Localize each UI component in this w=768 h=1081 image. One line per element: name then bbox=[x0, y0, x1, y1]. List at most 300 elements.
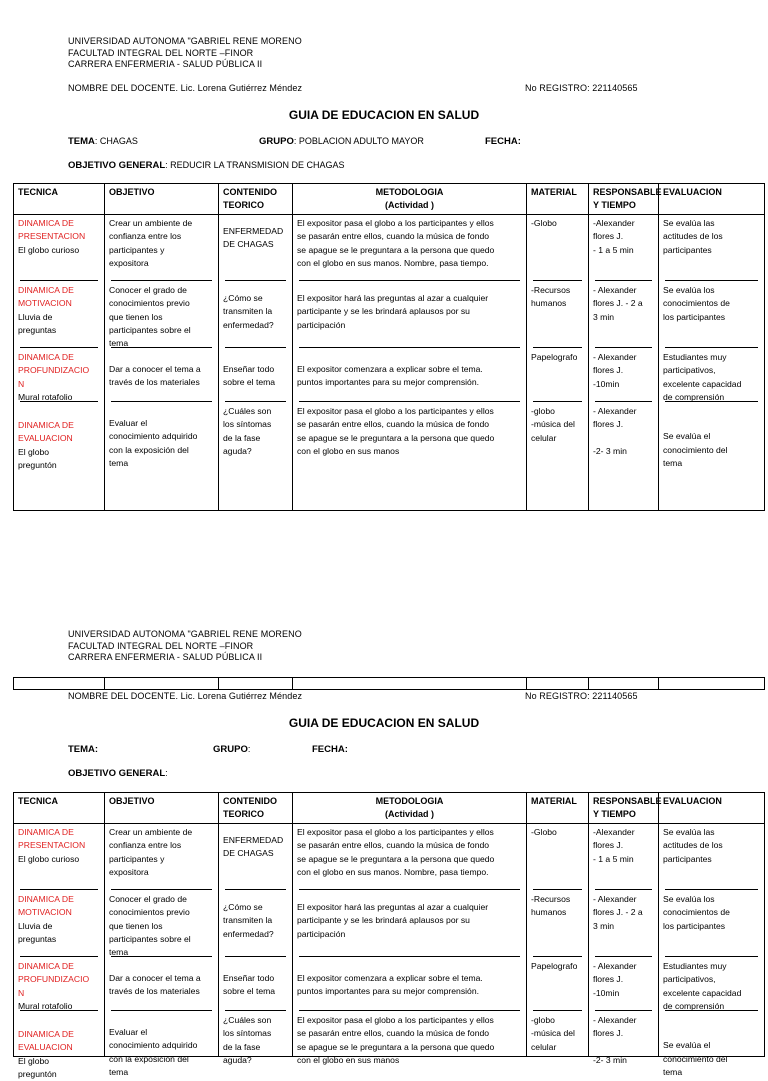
cell-line: - Alexander bbox=[593, 285, 637, 295]
row-4-resp bbox=[593, 1014, 654, 1067]
cell-content bbox=[593, 826, 654, 1065]
cell-line: DINAMICA DE bbox=[18, 420, 74, 430]
cell-content bbox=[531, 217, 584, 508]
cell-line: El globo curioso bbox=[18, 853, 80, 864]
cell-line: Estudiantes muy bbox=[663, 961, 727, 971]
row-1-obj bbox=[109, 217, 214, 270]
row-divider bbox=[20, 347, 98, 348]
cell-line: humanos bbox=[531, 298, 567, 309]
tema-label: TEMA: bbox=[68, 744, 99, 755]
row-divider bbox=[665, 956, 758, 957]
row-3-cont bbox=[223, 972, 288, 999]
cell-line: de la fase bbox=[223, 432, 261, 443]
objetivo-line bbox=[68, 160, 345, 171]
cell-line: flores J. bbox=[593, 419, 624, 430]
row-4-obj bbox=[109, 417, 214, 470]
row-4-resp bbox=[593, 405, 654, 458]
cell-line: El expositor hará las preguntas al azar a cualquier bbox=[297, 902, 489, 912]
cell-line: -música del bbox=[531, 419, 575, 430]
cell-line: expositora bbox=[109, 257, 149, 268]
col-evaluacion: EVALUACION bbox=[659, 793, 765, 824]
row-1-eval bbox=[663, 217, 760, 257]
cell-line: conocimientos previo bbox=[109, 907, 190, 918]
cell-line: conocimiento del bbox=[663, 1053, 728, 1064]
cell-metodologia bbox=[293, 824, 527, 1065]
cell-line: EVALUACION bbox=[18, 1042, 73, 1053]
cell-line: Dar a conocer el tema a bbox=[109, 973, 201, 983]
row-divider bbox=[299, 280, 520, 281]
cell-line: preguntas bbox=[18, 324, 57, 335]
col-objetivo: OBJETIVO bbox=[105, 184, 219, 215]
row-divider bbox=[20, 956, 98, 957]
row-3-mat bbox=[531, 960, 584, 973]
col-metodologia-line2: (Actividad ) bbox=[384, 809, 434, 819]
row-divider bbox=[595, 956, 652, 957]
row-3-mat bbox=[531, 351, 584, 364]
col-metodologia bbox=[293, 184, 527, 215]
tema-value: : CHAGAS bbox=[94, 136, 138, 146]
row-2-mat bbox=[531, 284, 584, 311]
cell-line: flores J. - 2 a bbox=[593, 298, 643, 309]
row-divider bbox=[299, 401, 520, 402]
cell-line: participantes sobre el bbox=[109, 324, 191, 335]
row-divider bbox=[111, 889, 212, 890]
cell-line: -Globo bbox=[531, 827, 557, 837]
col-metodologia bbox=[293, 793, 527, 824]
row-2-resp bbox=[593, 893, 654, 933]
col-responsable-line2: Y TIEMPO bbox=[593, 200, 636, 210]
row-1-cont bbox=[223, 225, 288, 252]
col-contenido bbox=[219, 184, 293, 215]
cell-line: - Alexander bbox=[593, 406, 637, 416]
cell-line: preguntón bbox=[18, 459, 57, 470]
cell-line: DE CHAGAS bbox=[223, 848, 274, 859]
cell-line: confianza entre los bbox=[109, 840, 182, 851]
cell-line: DINAMICA DE bbox=[18, 218, 74, 228]
cell-line: con la exposición del bbox=[109, 1053, 189, 1064]
cell-line: flores J. - 2 a bbox=[593, 907, 643, 918]
cell-line: tema bbox=[109, 947, 129, 958]
row-divider bbox=[533, 1010, 582, 1011]
cell-line bbox=[663, 1026, 760, 1039]
row-3-eval bbox=[663, 351, 760, 404]
cell-line: PRESENTACION bbox=[18, 231, 86, 242]
row-divider bbox=[111, 956, 212, 957]
cell-line: tema bbox=[109, 457, 129, 468]
row-4-cont bbox=[223, 1014, 288, 1067]
cell-line: través de los materiales bbox=[109, 377, 200, 388]
cell-line: Estudiantes muy bbox=[663, 352, 727, 362]
row-divider bbox=[665, 280, 758, 281]
row-divider bbox=[533, 280, 582, 281]
row-divider bbox=[595, 347, 652, 348]
col-responsable-line1: RESPONSABLE bbox=[593, 187, 662, 197]
cell-line: - 1 a 5 min bbox=[593, 244, 634, 255]
tema-label: TEMA bbox=[68, 136, 95, 147]
col-material: MATERIAL bbox=[527, 793, 589, 824]
cell-line: -2- 3 min bbox=[593, 445, 627, 456]
cell-content bbox=[593, 217, 654, 508]
row-1-met bbox=[297, 826, 522, 879]
row-4-tec bbox=[18, 1014, 100, 1081]
cell-line: PRESENTACION bbox=[18, 840, 86, 851]
cell-line: ¿Cómo se bbox=[223, 293, 263, 303]
row-2-cont bbox=[223, 901, 288, 941]
row-divider bbox=[595, 280, 652, 281]
teacher-name: NOMBRE DEL DOCENTE. Lic. Lorena Gutiérrez Méndez bbox=[68, 83, 303, 93]
cell-line: tema bbox=[663, 457, 683, 468]
cell-line: celular bbox=[531, 1041, 557, 1052]
cell-responsable bbox=[589, 215, 659, 511]
grupo-value: : POBLACION ADULTO MAYOR bbox=[293, 136, 424, 146]
cell-line: Se evalúa el bbox=[663, 431, 711, 442]
cell-line: -música del bbox=[531, 1028, 575, 1039]
cell-line: participantes bbox=[663, 244, 712, 255]
cell-evaluacion bbox=[659, 824, 765, 1077]
objetivo-label: OBJETIVO GENERAL bbox=[68, 768, 166, 779]
cell-line: -10min bbox=[593, 987, 620, 998]
cell-line: con el globo en sus manos bbox=[297, 1054, 400, 1065]
col-contenido-line1: CONTENIDO bbox=[223, 187, 277, 197]
row-divider bbox=[20, 280, 98, 281]
cell-line: N bbox=[18, 987, 25, 998]
cell-line: DINAMICA DE bbox=[18, 1029, 74, 1039]
objetivo-value: : REDUCIR LA TRANSMISION DE CHAGAS bbox=[165, 160, 345, 170]
row-3-resp bbox=[593, 351, 654, 391]
cell-line: 3 min bbox=[593, 920, 615, 931]
row-divider bbox=[595, 1010, 652, 1011]
cell-line: de comprensión bbox=[663, 1000, 725, 1011]
cell-line: El globo curioso bbox=[18, 244, 80, 255]
cell-line: conocimiento adquirido bbox=[109, 431, 198, 442]
row-divider bbox=[225, 1010, 286, 1011]
page-title: GUIA DE EDUCACION EN SALUD bbox=[288, 108, 480, 122]
cell-content bbox=[18, 826, 100, 1079]
cell-line: - 1 a 5 min bbox=[593, 853, 634, 864]
cell-line: ¿Cómo se bbox=[223, 902, 263, 912]
row-4-mat bbox=[531, 1014, 584, 1054]
cell-content bbox=[531, 826, 584, 1054]
cell-line: participantes y bbox=[109, 244, 165, 255]
cell-line: se pasarán entre ellos, cuando la música de fondo bbox=[297, 840, 490, 851]
cell-line: aguda? bbox=[223, 1054, 252, 1065]
cell-line: participativos, bbox=[663, 974, 716, 985]
col-metodologia-line1: METODOLOGIA bbox=[375, 187, 444, 197]
cell-line: Dar a conocer el tema a bbox=[109, 364, 201, 374]
cell-content bbox=[297, 826, 522, 1065]
col-responsable-line1: RESPONSABLE bbox=[593, 796, 662, 806]
col-contenido-line1: CONTENIDO bbox=[223, 796, 277, 806]
cell-line: DINAMICA DE bbox=[18, 352, 74, 362]
cell-line: El expositor pasa el globo a los participantes y ellos bbox=[297, 827, 494, 837]
cell-line: Evaluar el bbox=[109, 418, 148, 428]
cell-line: participación bbox=[297, 319, 346, 330]
cell-line bbox=[593, 432, 654, 445]
objetivo-label: OBJETIVO GENERAL bbox=[68, 160, 166, 171]
cell-line: se apague se le preguntara a la persona que quedo bbox=[297, 1041, 495, 1052]
cell-line: flores J. bbox=[593, 840, 624, 851]
cell-line: El globo bbox=[18, 1055, 50, 1066]
row-divider bbox=[533, 956, 582, 957]
cell-line: -globo bbox=[531, 406, 555, 416]
cell-line: -Recursos bbox=[531, 894, 571, 904]
cell-line: participación bbox=[297, 928, 346, 939]
cell-line: expositora bbox=[109, 866, 149, 877]
cell-line: Enseñar todo bbox=[223, 973, 275, 983]
cell-line: Lluvia de bbox=[18, 311, 53, 322]
row-divider bbox=[111, 347, 212, 348]
cell-line: tema bbox=[663, 1066, 683, 1077]
row-3-tec bbox=[18, 960, 100, 1013]
cell-line: Conocer el grado de bbox=[109, 285, 187, 295]
cell-line: los participantes bbox=[663, 920, 726, 931]
col-contenido-line2: TEORICO bbox=[223, 809, 265, 819]
fecha-label: FECHA: bbox=[485, 136, 521, 147]
cell-line: DINAMICA DE bbox=[18, 827, 74, 837]
cell-line: excelente capacidad bbox=[663, 987, 742, 998]
cell-line: que tienen los bbox=[109, 311, 163, 322]
cell-line: puntos importantes para su mejor comprensión. bbox=[297, 986, 479, 997]
row-divider bbox=[225, 401, 286, 402]
cell-line: El expositor pasa el globo a los participantes y ellos bbox=[297, 218, 494, 228]
col-contenido bbox=[219, 793, 293, 824]
cell-line: Se evalúa las bbox=[663, 218, 715, 228]
cell-line: ¿Cuáles son bbox=[223, 1015, 272, 1025]
col-metodologia-line1: METODOLOGIA bbox=[375, 796, 444, 806]
cell-line: DINAMICA DE bbox=[18, 894, 74, 904]
cell-line: -10min bbox=[593, 378, 620, 389]
cell-line: - Alexander bbox=[593, 352, 637, 362]
cell-line: transmiten la bbox=[223, 915, 273, 926]
row-3-met bbox=[297, 972, 522, 999]
cell-content bbox=[663, 826, 760, 1077]
row-4-eval bbox=[663, 417, 760, 470]
cell-line: los síntomas bbox=[223, 419, 272, 430]
col-responsable bbox=[589, 793, 662, 824]
row-4-met bbox=[297, 1014, 522, 1067]
cell-line: se apague se le preguntara a la persona que quedo bbox=[297, 244, 495, 255]
cell-line: con el globo en sus manos. Nombre, pasa tiempo. bbox=[297, 866, 489, 877]
cell-line: humanos bbox=[531, 907, 567, 918]
header-block-1 bbox=[68, 36, 302, 71]
cell-line: 3 min bbox=[593, 311, 615, 322]
row-2-met bbox=[297, 901, 522, 941]
row-1-tec bbox=[18, 826, 100, 866]
col-objetivo: OBJETIVO bbox=[105, 793, 219, 824]
cell-line: tema bbox=[109, 338, 129, 349]
cell-line: -Globo bbox=[531, 218, 557, 228]
cell-line: -globo bbox=[531, 1015, 555, 1025]
row-4-met bbox=[297, 405, 522, 458]
cell-line: flores J. bbox=[593, 974, 624, 985]
row-divider bbox=[665, 347, 758, 348]
cell-content bbox=[663, 217, 760, 508]
university-name: UNIVERSIDAD AUTONOMA "GABRIEL RENE MORENO bbox=[68, 36, 302, 46]
cell-line: conocimientos de bbox=[663, 907, 730, 918]
row-3-obj bbox=[109, 972, 214, 999]
grupo-line bbox=[213, 744, 250, 755]
registro-number: No REGISTRO: 221140565 bbox=[525, 691, 638, 701]
cell-line: Papelografo bbox=[531, 961, 578, 971]
cell-line: PROFUNDIZACIO bbox=[18, 365, 90, 376]
row-divider bbox=[299, 347, 520, 348]
row-1-cont bbox=[223, 834, 288, 861]
row-divider bbox=[595, 401, 652, 402]
row-2-met bbox=[297, 292, 522, 332]
cell-contenido bbox=[219, 824, 293, 1065]
col-tecnica: TECNICA bbox=[14, 793, 105, 824]
cell-line: actitudes de los bbox=[663, 231, 723, 242]
row-divider bbox=[225, 347, 286, 348]
cell-line: sobre el tema bbox=[223, 377, 276, 388]
col-contenido-line2: TEORICO bbox=[223, 200, 265, 210]
cell-line: que tienen los bbox=[109, 920, 163, 931]
cell-line: Crear un ambiente de bbox=[109, 218, 193, 228]
career-name: CARRERA ENFERMERIA - SALUD PÚBLICA II bbox=[68, 652, 263, 663]
row-2-tec bbox=[18, 284, 100, 337]
cell-line: enfermedad? bbox=[223, 319, 274, 330]
faculty-name: FACULTAD INTEGRAL DEL NORTE –FINOR bbox=[68, 47, 254, 58]
row-divider bbox=[225, 889, 286, 890]
cell-line: confianza entre los bbox=[109, 231, 182, 242]
cell-line: enfermedad? bbox=[223, 928, 274, 939]
objetivo-value: : bbox=[165, 768, 168, 778]
cell-line: ENFERMEDAD bbox=[223, 835, 284, 845]
row-divider bbox=[665, 401, 758, 402]
cell-responsable bbox=[589, 824, 659, 1065]
row-2-cont bbox=[223, 292, 288, 332]
cell-line: participantes sobre el bbox=[109, 933, 191, 944]
row-4-cont bbox=[223, 405, 288, 458]
row-1-resp bbox=[593, 826, 654, 866]
grupo-line bbox=[259, 136, 424, 147]
col-responsable bbox=[589, 184, 662, 215]
cell-line: se apague se le preguntara a la persona que quedo bbox=[297, 432, 495, 443]
cell-line: participantes y bbox=[109, 853, 165, 864]
row-divider bbox=[111, 401, 212, 402]
cell-line: conocimiento adquirido bbox=[109, 1040, 198, 1051]
cell-line: El expositor pasa el globo a los participantes y ellos bbox=[297, 406, 494, 416]
education-guide-table bbox=[13, 183, 765, 511]
cell-line: puntos importantes para su mejor comprensión. bbox=[297, 377, 479, 388]
row-1-met bbox=[297, 217, 522, 270]
row-divider bbox=[533, 889, 582, 890]
cell-line: de la fase bbox=[223, 1041, 261, 1052]
cell-line: El expositor pasa el globo a los participantes y ellos bbox=[297, 1015, 494, 1025]
row-1-tec bbox=[18, 217, 100, 257]
cell-line: transmiten la bbox=[223, 306, 273, 317]
row-divider bbox=[111, 1010, 212, 1011]
cell-line: participante y se les brindará aplausos por su bbox=[297, 915, 470, 926]
row-3-resp bbox=[593, 960, 654, 1000]
career-name: CARRERA ENFERMERIA - SALUD PÚBLICA II bbox=[68, 59, 263, 70]
cell-line: Mural rotafolio bbox=[18, 391, 73, 402]
cell-line: los síntomas bbox=[223, 1028, 272, 1039]
cell-line: flores J. bbox=[593, 231, 624, 242]
cell-line: -2- 3 min bbox=[593, 1054, 627, 1065]
cell-line: Se evalúa el bbox=[663, 1040, 711, 1051]
row-1-mat bbox=[531, 826, 584, 839]
row-3-cont bbox=[223, 363, 288, 390]
cell-line: actitudes de los bbox=[663, 840, 723, 851]
cell-objetivo bbox=[105, 215, 219, 511]
cell-line: DE CHAGAS bbox=[223, 239, 274, 250]
cell-line: conocimientos previo bbox=[109, 298, 190, 309]
cell-content bbox=[297, 217, 522, 508]
teacher-name: NOMBRE DEL DOCENTE. Lic. Lorena Gutiérrez Méndez bbox=[68, 691, 303, 701]
row-4-tec bbox=[18, 405, 100, 472]
cell-line: se pasarán entre ellos, cuando la música de fondo bbox=[297, 419, 490, 430]
cell-line: sobre el tema bbox=[223, 986, 276, 997]
cell-line: Se evalúa las bbox=[663, 827, 715, 837]
cell-line: conocimiento del bbox=[663, 444, 728, 455]
cell-line: Evaluar el bbox=[109, 1027, 148, 1037]
education-guide-table-2 bbox=[13, 792, 765, 1079]
empty-table-strip bbox=[13, 677, 765, 690]
cell-line: MOTIVACION bbox=[18, 298, 72, 309]
row-divider bbox=[533, 347, 582, 348]
cell-content bbox=[223, 826, 288, 1065]
faculty-name: FACULTAD INTEGRAL DEL NORTE –FINOR bbox=[68, 640, 254, 651]
row-3-eval bbox=[663, 960, 760, 1013]
row-2-eval bbox=[663, 284, 760, 324]
cell-content bbox=[18, 217, 100, 508]
grupo-value: : bbox=[247, 744, 251, 754]
col-material: MATERIAL bbox=[527, 184, 589, 215]
cell-line: El expositor comenzara a explicar sobre el tema. bbox=[297, 364, 483, 374]
cell-line: tema bbox=[109, 1066, 129, 1077]
row-4-obj bbox=[109, 1026, 214, 1079]
col-tecnica: TECNICA bbox=[14, 184, 105, 215]
cell-line: conocimientos de bbox=[663, 298, 730, 309]
cell-line: participantes bbox=[663, 853, 712, 864]
cell-line: Crear un ambiente de bbox=[109, 827, 193, 837]
row-divider bbox=[20, 1010, 98, 1011]
row-divider bbox=[665, 1010, 758, 1011]
cell-line: -Recursos bbox=[531, 285, 571, 295]
row-divider bbox=[111, 280, 212, 281]
cell-objetivo bbox=[105, 824, 219, 1077]
row-2-obj bbox=[109, 893, 214, 959]
cell-line: Enseñar todo bbox=[223, 364, 275, 374]
row-divider bbox=[533, 401, 582, 402]
cell-line: participativos, bbox=[663, 365, 716, 376]
cell-line: se pasarán entre ellos, cuando la música de fondo bbox=[297, 1028, 490, 1039]
row-divider bbox=[299, 889, 520, 890]
row-divider bbox=[595, 889, 652, 890]
row-3-obj bbox=[109, 363, 214, 390]
cell-line: Se evalúa los bbox=[663, 894, 715, 904]
row-1-obj bbox=[109, 826, 214, 879]
cell-line: Conocer el grado de bbox=[109, 894, 187, 904]
cell-line: través de los materiales bbox=[109, 986, 200, 997]
cell-line: celular bbox=[531, 432, 557, 443]
row-4-mat bbox=[531, 405, 584, 445]
cell-content bbox=[109, 826, 214, 1077]
cell-line: DINAMICA DE bbox=[18, 961, 74, 971]
cell-line: El expositor comenzara a explicar sobre el tema. bbox=[297, 973, 483, 983]
cell-line: Papelografo bbox=[531, 352, 578, 362]
cell-line: de comprensión bbox=[663, 391, 725, 402]
cell-line: Lluvia de bbox=[18, 920, 53, 931]
cell-line: excelente capacidad bbox=[663, 378, 742, 389]
cell-line: -Alexander bbox=[593, 218, 635, 228]
cell-line: Se evalúa los bbox=[663, 285, 715, 295]
cell-tecnica bbox=[14, 824, 105, 1079]
cell-line: MOTIVACION bbox=[18, 907, 72, 918]
row-2-resp bbox=[593, 284, 654, 324]
row-3-tec bbox=[18, 351, 100, 404]
